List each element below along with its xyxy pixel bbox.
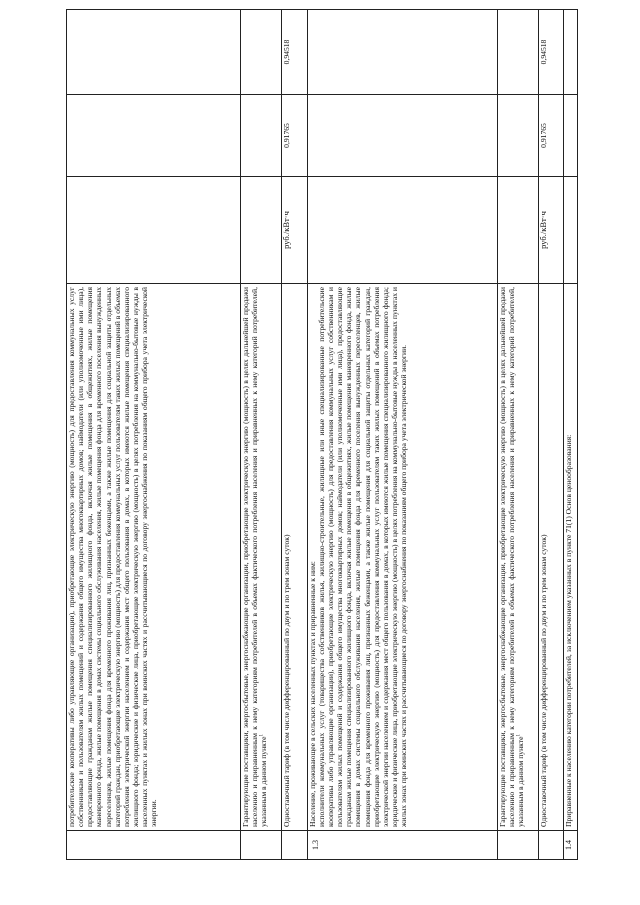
row-value-1: 0,91765 — [282, 95, 307, 177]
table-row — [67, 10, 241, 860]
row-value-2 — [307, 10, 497, 95]
row-value-2 — [67, 10, 241, 95]
row-description: Гарантирующие поставщики, энергосбытовые, энергоснабжающие организации, приобретающие электрическую энергию (мощность) в целях дальнейшей продажи населению и приравненным к нему категориям потребителей в объемах фактического потребления населения и приравненных к нему категорий потребителей, указанным в данном пункте$^1$ — [241, 284, 282, 831]
row-description: Одноставочный тариф (в том числе дифференцированный по двум и по трем зонам суток) — [539, 284, 564, 831]
row-description: потребительские кооперативы либо управляющие организации), приобретающие электрическую энергию (мощность) для предоставления коммунальных услуг собственникам и пользователям жилых помещений и содержания общего имущества многоквартирных домов; наймодатели (или уполномоченные ими лица), предоставляющие гражданам жилые помещения специализированного жилищного фонда, включая жилые помещения в общежитиях, жилые помещения маневренного фонда, жилые помещения в домах системы социального обслуживания населения, жилые помещения фонда для временного поселения вынужденных переселенцев, жилые помещения фонда для временного проживания лиц, признанных беженцами, а также жилые помещения для социальной защиты отдельных категорий граждан, приобретающие электрическую энергию (мощность) для предоставления коммунальных услуг пользователям таких жилых помещений в объемах потребления электрической энергии населением и содержания мест общего пользования в домах, в которых имеются жилые помещения специализированного жилищного фонда; юридические и физические лица, приобретающие электрическую энергию (мощность) в целях потребления на коммунально-бытовые нужды в населенных пунктах и жилых зонах при воинских частях и рассчитывающиеся по договору энергоснабжения по показаниям общего прибора учета электрической энергии. — [67, 284, 241, 831]
table-row — [564, 10, 578, 860]
row-description: Приравненные к населению категории потребителей, за исключением указанных в пункте 71(1) Основ ценообразования: — [564, 284, 578, 831]
table-row — [307, 10, 497, 860]
row-value-2 — [241, 10, 282, 95]
row-description-line: Население, проживающее в сельских населенных пунктах и приравненные к ним: — [307, 561, 317, 827]
row-number — [67, 831, 241, 860]
row-number — [497, 831, 538, 860]
row-unit: руб./кВт·ч — [539, 177, 564, 284]
footnote-mark: 1 — [259, 734, 265, 737]
footnote-mark: 1 — [516, 734, 522, 737]
row-value-1 — [67, 95, 241, 177]
row-number — [241, 831, 282, 860]
row-value-1 — [307, 95, 497, 177]
table-row — [241, 10, 282, 860]
table-row — [539, 10, 564, 860]
row-description — [307, 284, 497, 831]
row-value-2 — [497, 10, 538, 95]
rotated-page — [66, 39, 578, 860]
row-number — [539, 831, 564, 860]
row-value-1 — [241, 95, 282, 177]
row-unit: руб./кВт·ч — [282, 177, 307, 284]
table-row — [497, 10, 538, 860]
row-description: Гарантирующие поставщики, энергосбытовые, энергоснабжающие организации, приобретающие электрическую энергию (мощность) в целях дальнейшей продажи населению и приравненным к нему категориям потребителей в объемах фактического потребления населения и приравненных к нему категорий потребителей, указанным в данном пункте$^1$ — [497, 284, 538, 831]
tariff-table — [66, 9, 578, 860]
row-value-1: 0,91765 — [539, 95, 564, 177]
row-number: 1.3 — [307, 831, 497, 860]
row-value-2: 0,94518 — [539, 10, 564, 95]
row-unit — [67, 177, 241, 284]
row-value-2 — [564, 10, 578, 95]
row-description: Одноставочный тариф (в том числе дифференцированный по двум и по трем зонам суток) — [282, 284, 307, 831]
row-value-1 — [497, 95, 538, 177]
row-unit — [497, 177, 538, 284]
row-unit — [307, 177, 497, 284]
row-unit — [241, 177, 282, 284]
row-description-line: исполнители коммунальных услуг (товарищества собственников жилья, жилищно-строительные, жилищные или иные специализированные потребительские кооперативы либо управляющие организации), приобретающие электрическую энергию (мощность) для предоставления коммунальных услуг собственникам и пользователям жилых помещений и содержания общего имущества многоквартирных домов; наймодатели (или уполномоченные ими лица), предоставляющие гражданам жилые помещения специализированного жилищного фонда, включая жилые помещения в общежитиях, жилые помещения маневренного фонда, жилые помещения в домах системы социального обслуживания населения, жилые помещения фонда для временного поселения вынужденных переселенцев, жилые помещения фонда для временного проживания лиц, признанных беженцами, а также жилые помещения для социальной защиты отдельных категорий граждан, приобретающие электрическую энергию (мощность) для предоставления коммунальных услуг пользователям таких жилых помещений в объемах потребления электрической энергии населением и содержания мест общего пользования в домах, в которых имеются жилые помещения специализированного жилищного фонда; юридические и физические лица, приобретающие электрическую энергию (мощность) в целях потребления на коммунально-бытовые нужды в населенных пунктах и жилых зонах при воинских частях и рассчитывающиеся по договору энергоснабжения по показаниям общего прибора учета электрической энергии. — [316, 287, 409, 827]
row-number — [282, 831, 307, 860]
row-value-2: 0,94518 — [282, 10, 307, 95]
row-number: 1.4 — [564, 831, 578, 860]
row-value-1 — [564, 95, 578, 177]
table-row — [282, 10, 307, 860]
row-unit — [564, 177, 578, 284]
